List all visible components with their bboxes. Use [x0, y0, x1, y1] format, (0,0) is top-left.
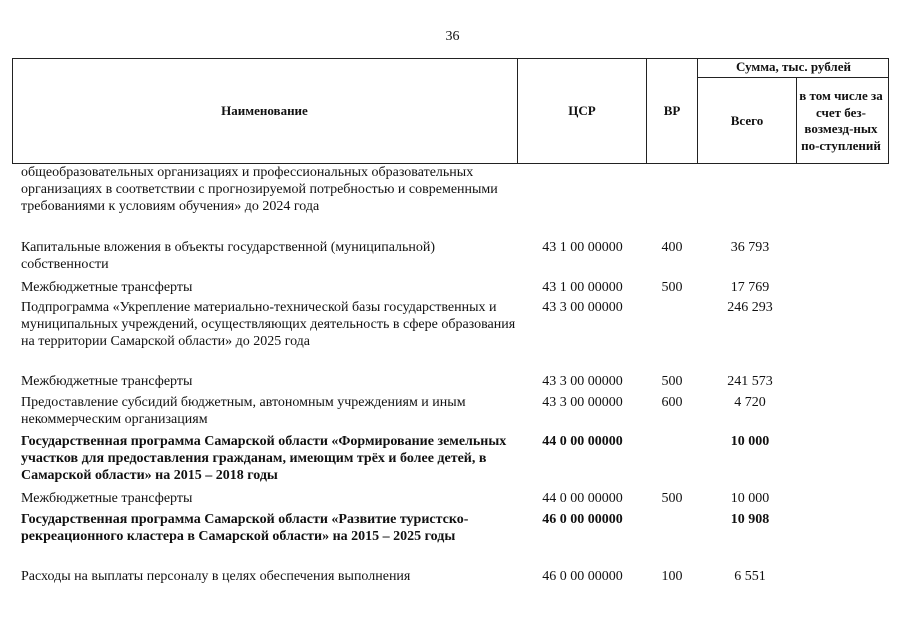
row-csr: 43 3 00 00000	[542, 300, 623, 315]
row-total: 10 000	[730, 434, 770, 449]
header-name: Наименование	[221, 102, 308, 118]
row-total: 246 293	[727, 300, 773, 315]
row-name: общеобразовательных организациях и профессиональных образовательных организациях в соответствии с прогнозируемой потребностью и современными требованиями к условиям обучения» до 2024 года	[21, 165, 498, 214]
row-name: Капитальные вложения в объекты государственной (муниципальной) собственности	[21, 240, 436, 272]
row-vr: 400	[661, 240, 683, 255]
row-name: Межбюджетные трансферты	[21, 491, 193, 506]
row-total: 10 908	[730, 512, 770, 527]
page-number: 36	[445, 29, 460, 44]
row-csr: 43 1 00 00000	[542, 280, 623, 295]
row-name: Подпрограмма «Укрепление материально-технической базы государственных и муниципальных учреждений, осуществляющих деятельность в сфере образования на территории Самарской области» до 2025 года	[21, 300, 516, 349]
row-csr: 46 0 00 00000	[542, 569, 623, 584]
row-name: Межбюджетные трансферты	[21, 280, 193, 295]
row-csr: 46 0 00 00000	[542, 512, 623, 527]
row-vr: 100	[661, 569, 683, 584]
row-name: Предоставление субсидий бюджетным, автономным учреждениям и иным некоммерческим организациям	[21, 395, 466, 427]
row-csr: 44 0 00 00000	[542, 434, 623, 449]
row-vr: 500	[661, 374, 683, 389]
row-total: 4 720	[734, 395, 766, 410]
header-divider	[796, 77, 797, 164]
row-vr: 500	[661, 491, 683, 506]
row-csr: 43 3 00 00000	[542, 395, 623, 410]
row-total: 6 551	[734, 569, 766, 584]
row-csr: 43 3 00 00000	[542, 374, 623, 389]
row-vr: 600	[661, 395, 683, 410]
header-total: Всего	[730, 112, 764, 128]
row-name: Государственная программа Самарской области «Развитие туристско-рекреационного кластера в Самарской области» на 2015 – 2025 годы	[21, 512, 469, 544]
row-total: 10 000	[730, 491, 770, 506]
header-amount: Сумма, тыс. рублей	[736, 59, 851, 75]
row-vr: 500	[661, 280, 683, 295]
row-csr: 43 1 00 00000	[542, 240, 623, 255]
row-name: Расходы на выплаты персоналу в целях обеспечения выполнения	[21, 569, 411, 584]
header-gratuitous: в том числе за счет без-возмезд-ных по-ступлений	[799, 88, 883, 153]
row-total: 36 793	[730, 240, 770, 255]
row-total: 241 573	[727, 374, 773, 389]
row-csr: 44 0 00 00000	[542, 491, 623, 506]
row-total: 17 769	[730, 280, 770, 295]
row-name: Государственная программа Самарской области «Формирование земельных участков для предоставления гражданам, имеющим трёх и более детей, в Самарской области» на 2015 – 2018 годы	[21, 434, 507, 483]
header-csr: ЦСР	[568, 102, 596, 118]
row-name: Межбюджетные трансферты	[21, 374, 193, 389]
header-vr: ВР	[663, 102, 681, 118]
